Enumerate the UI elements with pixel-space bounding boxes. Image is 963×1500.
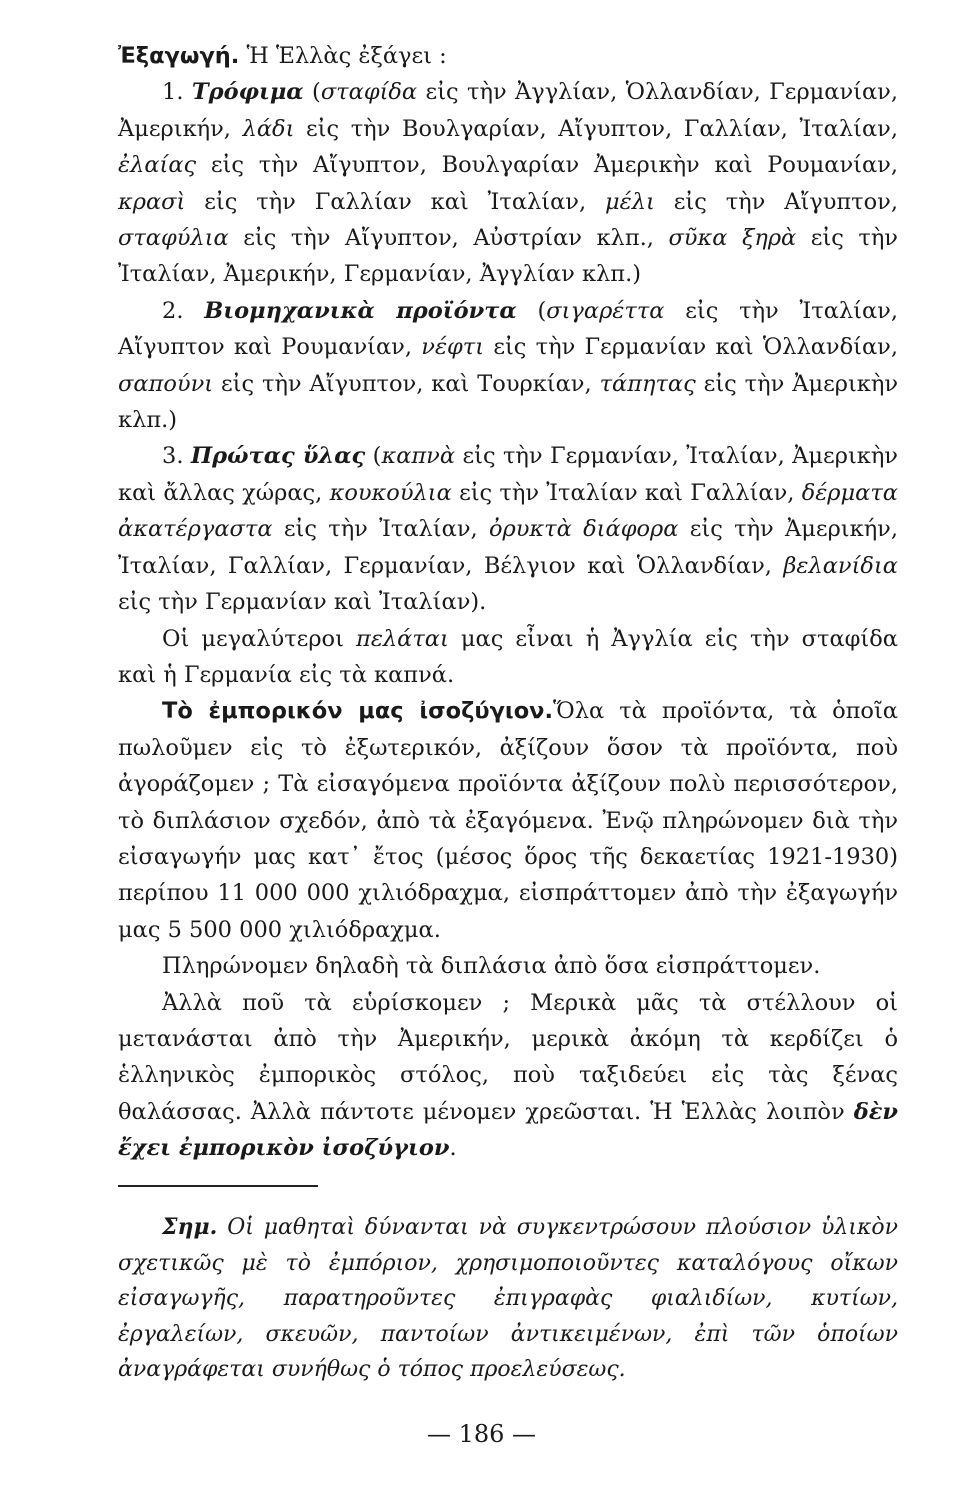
balance-text: Ὅλα τὰ προϊόντα, τὰ ὁποῖα πωλοῦμεν εἰς τὸ ἐξωτερικόν, ἀξίζουν ὅσον τὰ προϊόντα, ποὺ ἀγοράζομεν ; Τὰ εἰσαγόμενα προϊόντα ἀξίζουν πολὺ περισσότερον, τὸ διπλάσιον σχεδόν, ἀπὸ τὰ ἐξαγόμενα. Ἐνῷ πληρώνομεν διὰ τὴν εἰσαγωγήν μας κατ᾽ ἔτος (μέσος ὅρος τῆς δεκαετίας 1921-1930) περίπου 11 000 000 χιλιόδραχμα, εἰσπράττομεν ἀπὸ τὴν ἐξαγωγήν μας 5 500 000 χιλιόδραχμα. <box>118 698 898 943</box>
item-number: 1. <box>162 79 192 106</box>
text-fragment: εἰς τὴν Γαλλίαν καὶ Ἰταλίαν, <box>185 188 606 215</box>
conclusion-emphasis: δὲν ἔχει ἐμπορικὸν ἰσοζύγιον <box>118 1098 898 1162</box>
product-name: νέφτι <box>421 334 485 361</box>
text-fragment: ( <box>516 297 547 324</box>
text-fragment: εἰς τὴν Ἰταλίαν καὶ Γαλλίαν, <box>451 479 802 506</box>
export-intro <box>118 38 898 74</box>
text-fragment: μας εἶναι ἡ Ἀγγλία εἰς τὴν σταφίδα καὶ ἡ Γερμανία εἰς τὰ καπνά. <box>118 625 898 688</box>
text-fragment: εἰς τὴν Ἀμερικὴν κλπ.) <box>118 370 898 434</box>
text-fragment: εἰς τὴν Βουλγαρίαν, Αἴγυπτον, Γαλλίαν, Ἰταλίαν, <box>294 115 898 142</box>
text-fragment: . <box>449 1135 457 1162</box>
customers-paragraph <box>118 621 898 694</box>
export-intro-text: Ἡ Ἑλλὰς ἐξάγει : <box>239 43 447 69</box>
footnote-divider <box>118 1185 318 1187</box>
balance-summary: Πληρώνομεν δηλαδὴ τὰ διπλάσια ἀπὸ ὅσα εἰσπράττομεν. <box>162 953 821 980</box>
text-fragment: εἰς τὴν Αἴγυπτον, Αὐστρίαν κλπ., <box>228 225 669 252</box>
export-heading: Ἐξαγωγή. <box>118 43 240 69</box>
product-name: σταφύλια <box>118 225 229 252</box>
text-fragment: εἰς τὴν Ἰταλίαν, Ἀμερικήν, Γερμανίαν, Ἀγγλίαν κλπ.) <box>118 225 898 288</box>
text-fragment: Ἀλλὰ ποῦ τὰ εὑρίσκομεν ; Μερικὰ μᾶς τὰ στέλλουν οἱ μετανάσται ἀπὸ τὴν Ἀμερικήν, μερικὰ ἀκόμη τὰ κερδίζει ὁ ἑλληνικὸς ἐμπορικὸς στόλος, ποὺ ταξιδεύει εἰς τὰς ξένας θαλάσσας. Ἀλλὰ πάντοτε μένομεν χρεῶσται. Ἡ Ἑλλὰς λοιπὸν <box>118 989 898 1125</box>
product-name: μέλι <box>605 188 655 215</box>
export-item-industrial <box>118 293 898 439</box>
text-fragment: ( <box>303 79 321 106</box>
page-number: — 186 — <box>426 1420 537 1448</box>
product-name: σῦκα ξηρὰ <box>668 225 797 252</box>
product-name: λάδι <box>242 115 295 142</box>
item-number: 2. <box>162 297 205 324</box>
export-item-food <box>118 74 898 292</box>
product-name: βελανίδια <box>783 552 898 579</box>
text-fragment: Οἱ μεγαλύτεροι <box>162 625 357 652</box>
item-title: Πρώτας ὕλας <box>190 443 366 470</box>
emphasis-word: πελάται <box>356 625 449 652</box>
product-name: σαπούνι <box>118 370 214 397</box>
text-fragment: εἰς τὴν Γερμανίαν, Ἰταλίαν, Ἀμερικὴν καὶ ἄλλας χώρας, <box>118 443 898 506</box>
balance-heading: Τὸ ἐμπορικόν μας ἰσοζύγιον. <box>162 698 554 725</box>
product-name: καπνὰ <box>381 443 456 470</box>
footnote <box>118 1210 898 1388</box>
product-name: ἐλαίας <box>118 152 197 179</box>
main-text <box>118 38 898 1167</box>
footnote-text: Οἱ μαθηταὶ δύνανται νὰ συγκεντρώσουν πλούσιον ὑλικὸν σχετικῶς μὲ τὸ ἐμπόριον, χρησιμοποιοῦντες καταλόγους οἴκων εἰσαγωγῆς, παρατηροῦντες ἐπιγραφὰς φιαλιδίων, κυτίων, ἐργαλείων, σκευῶν, παντοίων ἀντικειμένων, ἐπὶ τῶν ὁποίων ἀναγράφεται συνήθως ὁ τόπος προελεύσεως. <box>118 1215 898 1382</box>
product-name: ὀρυκτὰ διάφορα <box>488 516 679 543</box>
text-fragment: εἰς τὴν Γερμανίαν καὶ Ὁλλανδίαν, <box>484 334 898 361</box>
export-item-raw-materials <box>118 438 898 620</box>
text-fragment: εἰς τὴν Αἴγυπτον, <box>654 188 899 215</box>
footnote-label: Σημ. <box>162 1214 218 1240</box>
product-name: κρασὶ <box>118 188 186 215</box>
item-number: 3. <box>162 443 191 470</box>
text-fragment: εἰς τὴν Ἰταλίαν, <box>272 516 489 543</box>
item-title: Τρόφιμα <box>191 79 304 106</box>
product-name: τάπητας <box>599 370 696 397</box>
text-fragment: εἰς τὴν Γερμανίαν καὶ Ἰταλίαν). <box>118 589 487 616</box>
item-title: Βιομηχανικὰ προϊόντα <box>204 297 517 324</box>
balance-conclusion <box>118 985 898 1167</box>
product-name: δέρματα ἀκατέργαστα <box>118 479 898 543</box>
footnote-paragraph <box>118 1210 898 1388</box>
balance-paragraph <box>118 693 898 948</box>
product-name: σταφίδα <box>320 79 418 106</box>
product-name: κουκούλια <box>329 479 452 506</box>
text-fragment: εἰς τὴν Αἴγυπτον, Βουλγαρίαν Ἀμερικὴν καὶ Ρουμανίαν, <box>196 152 898 179</box>
product-name: σιγαρέττα <box>546 297 665 324</box>
page-body <box>118 38 898 1167</box>
text-fragment: ( <box>365 443 382 470</box>
text-fragment: εἰς τὴν Ἀμερικήν, Ἰταλίαν, Γαλλίαν, Γερμανίαν, Βέλγιον καὶ Ὁλλανδίαν, <box>118 516 899 579</box>
text-fragment: εἰς τὴν Ἰταλίαν, Αἴγυπτον καὶ Ρουμανίαν, <box>118 297 898 361</box>
text-fragment: εἰς τὴν Ἀγγλίαν, Ὁλλανδίαν, Γερμανίαν, Ἀμερικήν, <box>118 79 899 142</box>
text-fragment: εἰς τὴν Αἴγυπτον, καὶ Τουρκίαν, <box>213 370 600 397</box>
